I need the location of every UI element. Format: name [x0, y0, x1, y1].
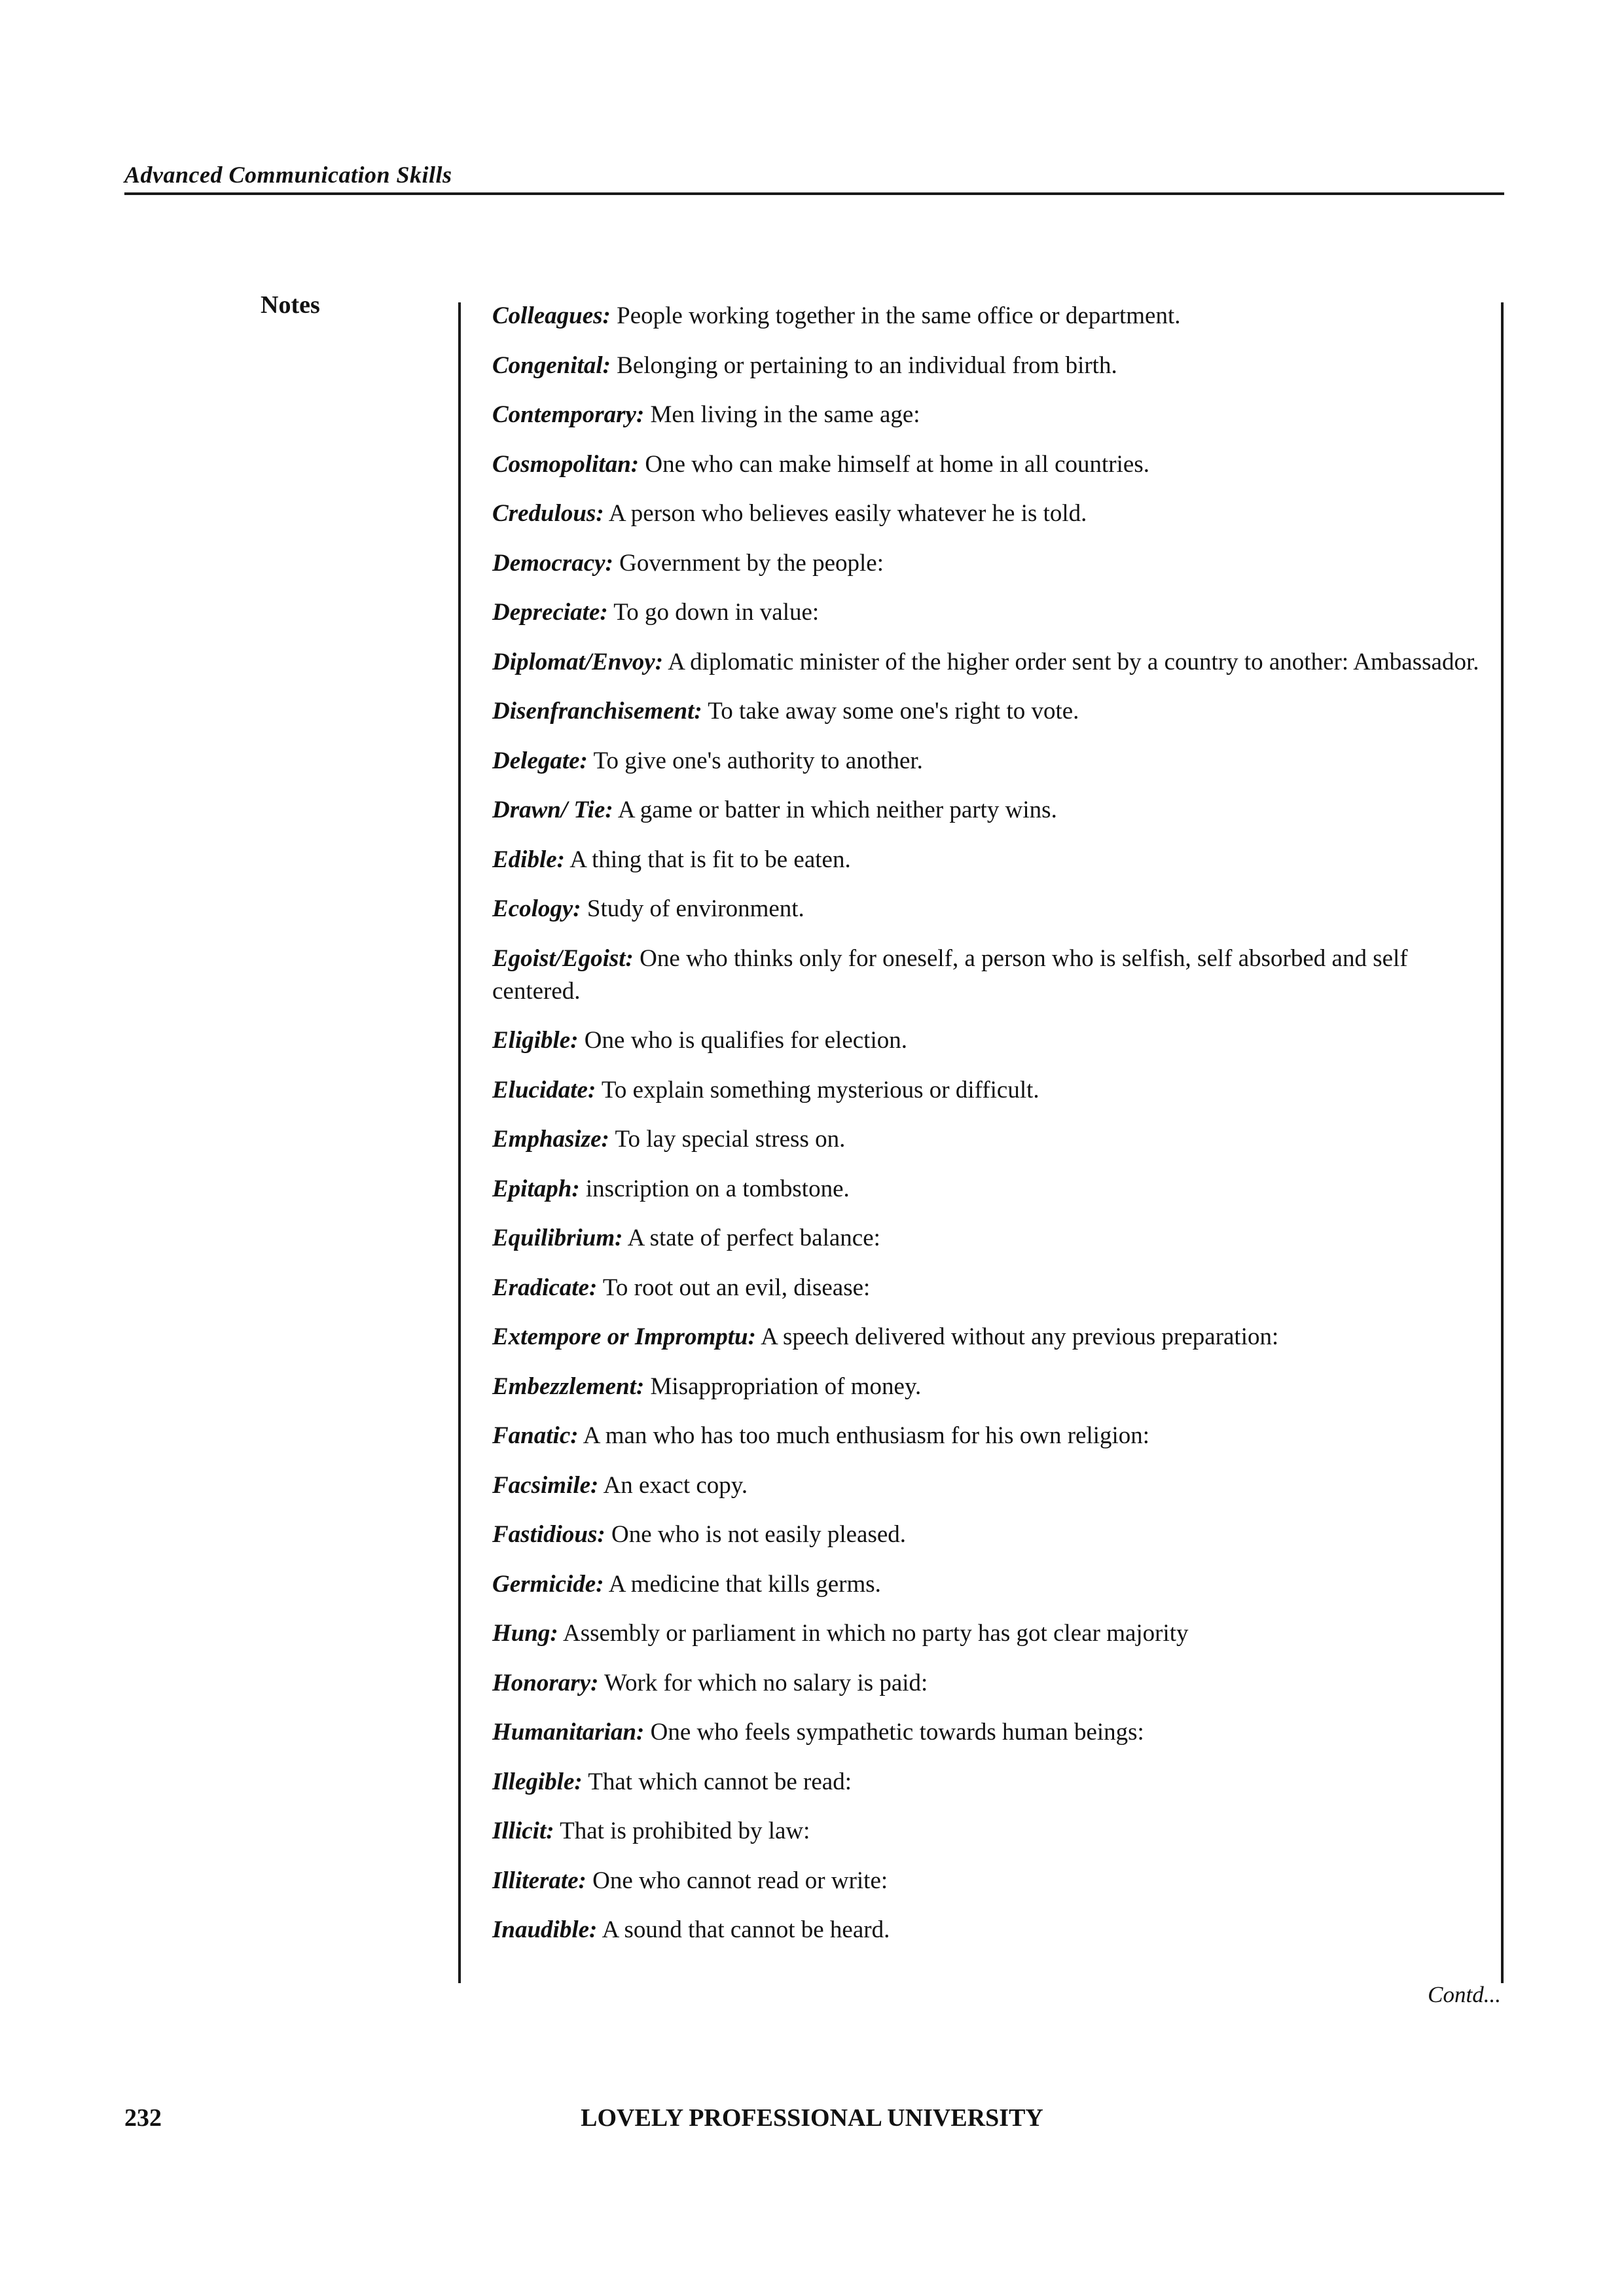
glossary-definition: One who thinks only for oneself, a person who is selfish, self absorbed and self centered. — [492, 944, 1408, 1005]
glossary-entry — [492, 399, 1481, 431]
notes-label: Notes — [261, 291, 320, 319]
glossary-entry — [492, 1469, 1481, 1502]
glossary-definition: A diplomatic minister of the higher order sent by a country to another: Ambassador. — [663, 648, 1479, 675]
glossary-entry — [492, 1815, 1481, 1848]
glossary-term: Emphasize: — [492, 1126, 609, 1153]
glossary-definition: To root out an evil, disease: — [597, 1274, 871, 1301]
glossary-entry — [492, 1865, 1481, 1897]
glossary-definition: A game or batter in which neither party wins. — [613, 797, 1057, 823]
glossary-term: Depreciate: — [492, 599, 608, 626]
glossary-entry — [492, 448, 1481, 481]
glossary-definition: A thing that is fit to be eaten. — [564, 846, 851, 873]
glossary-definition: That which cannot be read: — [582, 1768, 852, 1795]
glossary-entry — [492, 1222, 1481, 1255]
glossary-term: Extempore or Impromptu: — [492, 1323, 756, 1350]
glossary-definition: To go down in value: — [607, 599, 820, 626]
glossary-entry — [492, 942, 1481, 1008]
glossary-definition: Work for which no salary is paid: — [598, 1669, 928, 1696]
glossary-entry — [492, 1371, 1481, 1403]
glossary-entry — [492, 1420, 1481, 1452]
glossary-term: Equilibrium: — [492, 1225, 623, 1251]
glossary-definition: A state of perfect balance: — [623, 1225, 880, 1251]
glossary-entry — [492, 745, 1481, 778]
glossary-term: Credulous: — [492, 500, 604, 527]
page-number: 232 — [124, 2104, 162, 2132]
glossary-definition: One who is not easily pleased. — [605, 1521, 907, 1548]
glossary-entry — [492, 1716, 1481, 1749]
glossary-term: Facsimile: — [492, 1471, 599, 1499]
glossary-definition: Study of environment. — [581, 895, 804, 922]
glossary-definition: Assembly or parliament in which no party has got clear majority — [558, 1620, 1189, 1647]
glossary-definition: A sound that cannot be heard. — [597, 1916, 890, 1943]
glossary-term: Honorary: — [492, 1669, 599, 1696]
glossary-term: Embezzlement: — [492, 1372, 645, 1400]
glossary-term: Eligible: — [492, 1027, 579, 1054]
glossary-definition: One who cannot read or write: — [586, 1867, 888, 1894]
glossary-entry — [492, 1568, 1481, 1601]
glossary-definition: That is prohibited by law: — [554, 1818, 810, 1844]
glossary-entry — [492, 1518, 1481, 1551]
glossary-definition: People working together in the same office or department. — [610, 302, 1181, 329]
glossary-term: Inaudible: — [492, 1916, 598, 1943]
glossary-entry — [492, 1173, 1481, 1206]
glossary-definition: One who can make himself at home in all countries. — [639, 450, 1149, 478]
glossary-definition: To explain something mysterious or difficult. — [596, 1076, 1039, 1103]
glossary-entry — [492, 350, 1481, 382]
glossary-definition: Misappropriation of money. — [644, 1372, 922, 1400]
glossary-term: Illegible: — [492, 1768, 583, 1795]
glossary-entry — [492, 300, 1481, 332]
glossary-term: Germicide: — [492, 1570, 604, 1598]
glossary-term: Humanitarian: — [492, 1719, 645, 1746]
glossary-definition: To lay special stress on. — [609, 1126, 846, 1153]
glossary-term: Illicit: — [492, 1818, 554, 1844]
glossary-entry — [492, 695, 1481, 728]
glossary-definition: One who is qualifies for election. — [578, 1027, 907, 1054]
glossary-term: Fastidious: — [492, 1521, 605, 1548]
glossary-term: Cosmopolitan: — [492, 450, 640, 478]
glossary-entry — [492, 1123, 1481, 1156]
glossary-term: Fanatic: — [492, 1422, 579, 1449]
glossary-entry — [492, 1024, 1481, 1057]
glossary-term: Disenfranchisement: — [492, 698, 702, 725]
glossary-entry — [492, 1321, 1481, 1354]
glossary-entry — [492, 596, 1481, 629]
glossary-term: Diplomat/Envoy: — [492, 648, 664, 675]
glossary-term: Hung: — [492, 1620, 558, 1647]
glossary-term: Drawn/ Tie: — [492, 797, 613, 823]
glossary-term: Democracy: — [492, 549, 613, 577]
glossary-term: Congenital: — [492, 351, 611, 379]
glossary-term: Contemporary: — [492, 401, 645, 428]
glossary-term: Elucidate: — [492, 1076, 596, 1103]
glossary-entry — [492, 1272, 1481, 1304]
glossary-term: Illiterate: — [492, 1867, 586, 1894]
glossary-definition: Belonging or pertaining to an individual from birth. — [610, 351, 1117, 379]
header-rule — [124, 192, 1504, 195]
glossary-term: Edible: — [492, 846, 565, 873]
glossary-definition: Men living in the same age: — [644, 401, 920, 428]
glossary-definition: One who feels sympathetic towards human beings: — [644, 1719, 1144, 1746]
footer-title: LOVELY PROFESSIONAL UNIVERSITY — [581, 2104, 1043, 2132]
glossary-definition: A medicine that kills germs. — [604, 1570, 881, 1598]
glossary-entry — [492, 1667, 1481, 1700]
glossary-definition: A person who believes easily whatever he is told. — [604, 500, 1087, 527]
glossary-term: Epitaph: — [492, 1175, 580, 1202]
glossary-entry — [492, 547, 1481, 580]
glossary-list — [492, 300, 1481, 1964]
glossary-entry — [492, 1617, 1481, 1650]
glossary-entry — [492, 794, 1481, 827]
continued-note: Contd... — [1428, 1982, 1501, 2007]
glossary-definition: To take away some one's right to vote. — [702, 698, 1079, 725]
glossary-entry — [492, 893, 1481, 925]
glossary-term: Delegate: — [492, 747, 588, 774]
glossary-entry — [492, 1766, 1481, 1799]
glossary-definition: An exact copy. — [598, 1471, 748, 1499]
glossary-definition: Government by the people: — [613, 549, 884, 577]
glossary-term: Eradicate: — [492, 1274, 598, 1301]
glossary-entry — [492, 497, 1481, 530]
glossary-definition: inscription on a tombstone. — [579, 1175, 850, 1202]
glossary-entry — [492, 646, 1481, 679]
right-margin-rule — [1501, 302, 1504, 1983]
glossary-term: Ecology: — [492, 895, 581, 922]
left-margin-rule — [458, 302, 461, 1983]
glossary-term: Colleagues: — [492, 302, 611, 329]
glossary-entry — [492, 1074, 1481, 1107]
running-header: Advanced Communication Skills — [124, 162, 452, 188]
glossary-definition: To give one's authority to another. — [587, 747, 923, 774]
glossary-entry — [492, 844, 1481, 876]
glossary-definition: A speech delivered without any previous preparation: — [755, 1323, 1279, 1350]
glossary-term: Egoist/Egoist: — [492, 944, 634, 972]
glossary-entry — [492, 1914, 1481, 1946]
glossary-definition: A man who has too much enthusiasm for his own religion: — [578, 1422, 1150, 1449]
